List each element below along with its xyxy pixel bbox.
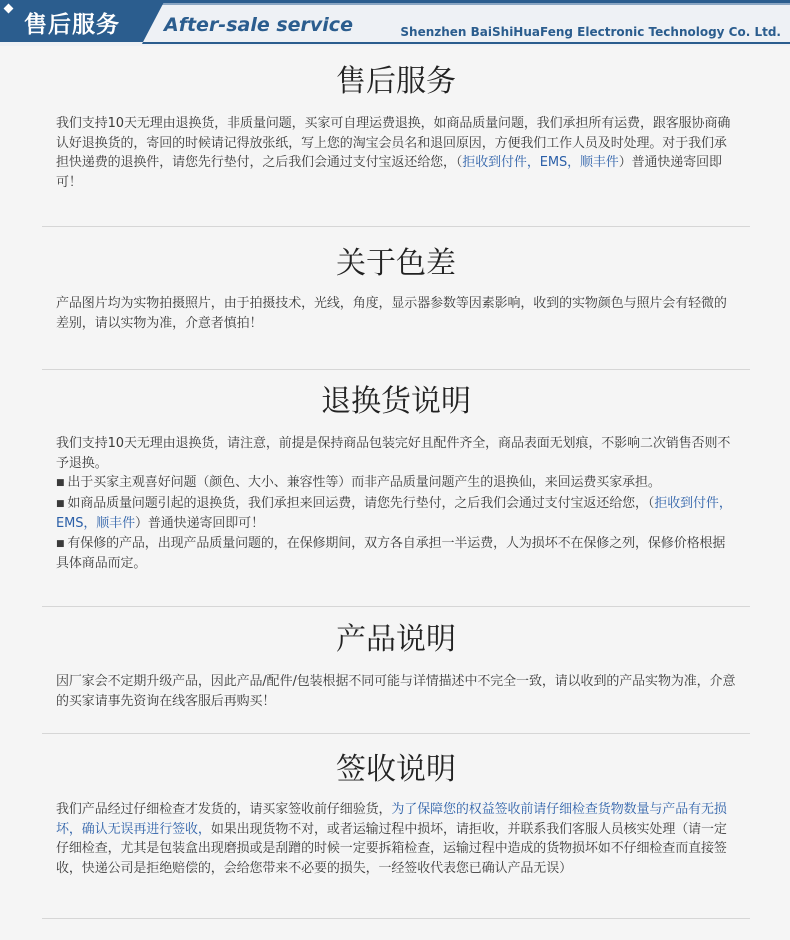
section-title: 关于色差 <box>336 246 456 281</box>
divider <box>42 606 750 607</box>
paragraph <box>42 114 750 192</box>
bullet-icon: ■ <box>56 538 65 549</box>
paragraph-tail: ）普通快递寄回即可！ <box>56 155 722 190</box>
divider <box>42 226 750 227</box>
section-delivery-receipt <box>42 752 750 878</box>
paragraph-tail: 如果出现货物不对，或者运输过程中损坏，请拒收，并联系我们客服人员核实处理（请一定仔细检查，尤其是包装盒出现磨损或是刮蹭的时候一定要拆箱检查，运输过程中造成的货物损坏如不仔细检查而直接签收，快递公司是拒绝赔偿的，会给您带来不必要的损失，一经签收代表您已确认产品无误） <box>56 821 727 876</box>
paragraph <box>42 672 750 711</box>
section-return-policy <box>42 384 750 574</box>
section-title: 退换货说明 <box>321 384 471 419</box>
divider <box>42 369 750 370</box>
bullet-icon: ■ <box>56 498 65 509</box>
paragraph-text: 我们支持10天无理由退换货，请注意，前提是保持商品包装完好且配件齐全，商品表面无划痕，不影响二次销售否则不予退换。 <box>56 436 731 471</box>
divider <box>42 733 750 734</box>
highlight-text: 拒收到付件，EMS，顺丰件 <box>56 495 732 531</box>
section-product-notes <box>42 622 750 711</box>
bullet-text: 有保修的产品，出现产品质量问题的，在保修期间，双方各自承担一半运费，人为损坏不在保修之列，保修价格根据具体商品而定。 <box>56 535 726 571</box>
paragraph-text: 我们支持10天无理由退换货，非质量问题，买家可自理运费退换，如商品质量问题，我们承担所有运费，跟客服协商确认好退换货的，寄回的时候请记得放张纸，写上您的淘宝会员名和退回原因，方便我们工作人员及时处理。对于我们承担快递费的退换件，请您先行垫付，之后我们会通过支付宝返还给您，（ <box>56 116 731 170</box>
section-after-sale <box>42 64 750 192</box>
paragraph-text: 因厂家会不定期升级产品，因此产品/配件/包装根据不同可能与详情描述中不完全一致，请以收到的产品实物为准，介意的买家请事先资询在线客服后再购买！ <box>56 674 736 709</box>
section-title: 产品说明 <box>336 622 456 657</box>
paragraph <box>42 434 750 473</box>
header-banner <box>0 0 790 46</box>
highlight-text: 拒收到付件，EMS，顺丰件 <box>462 155 619 170</box>
paragraph <box>42 800 750 878</box>
highlight-text: 为了保障您的权益签收前请仔细检查货物数量与产品有无损坏，确认无误再进行签收， <box>56 802 727 837</box>
bullet-tail: ）普通快递寄回即可！ <box>134 516 264 531</box>
section-title: 售后服务 <box>336 64 456 99</box>
bullet-text: 出于买家主观喜好问题（颜色、大小、兼容性等）而非产品质量问题产生的退换仙，来回运费买家承担。 <box>67 475 661 490</box>
bullet-item <box>42 473 750 494</box>
banner-title-cn: 售后服务 <box>24 12 120 38</box>
bullet-item <box>42 534 750 574</box>
bullet-item <box>42 494 750 534</box>
banner-title-en: After-sale service <box>164 14 353 36</box>
paragraph-text: 产品图片均为实物拍摄照片，由于拍摄技术，光线，角度，显示器参数等因素影响，收到的实物颜色与照片会有轻微的差别，请以实物为准，介意者慎拍！ <box>56 296 727 331</box>
bullet-icon: ■ <box>56 478 65 488</box>
paragraph-text: 我们产品经过仔细检查才发货的，请买家签收前仔细验货， <box>56 802 392 817</box>
paragraph <box>42 294 750 333</box>
section-title: 签收说明 <box>336 752 456 787</box>
bullet-text: 如商品质量问题引起的退换货，我们承担来回运费，请您先行垫付，之后我们会通过支付宝返还给您，（ <box>67 495 655 511</box>
divider <box>42 918 750 919</box>
section-color-difference <box>42 246 750 333</box>
company-name: Shenzhen BaiShiHuaFeng Electronic Technology Co. Ltd. <box>400 25 781 39</box>
